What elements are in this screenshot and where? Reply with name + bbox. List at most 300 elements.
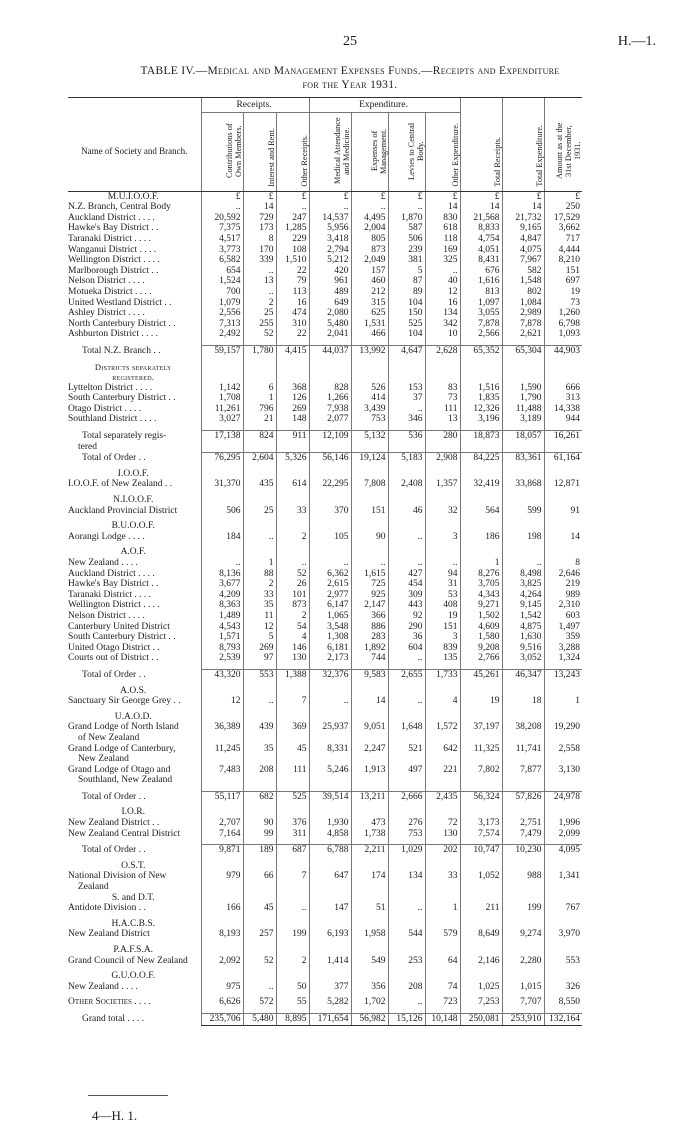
table-cell: 269 bbox=[243, 643, 276, 654]
table-cell: 1,548 bbox=[502, 276, 544, 287]
table-cell: 521 bbox=[388, 744, 425, 755]
table-row bbox=[68, 632, 582, 643]
empty-cell bbox=[276, 775, 309, 786]
footer-signature: 4—H. 1. bbox=[92, 1108, 138, 1123]
row-label: Zealand bbox=[78, 882, 109, 893]
table-cell: 2,655 bbox=[388, 669, 425, 680]
empty-cell bbox=[544, 893, 582, 904]
column-header-label: Total Expenditure. bbox=[534, 125, 544, 187]
table-cell: 2,666 bbox=[388, 791, 425, 802]
table-cell: 1,065 bbox=[309, 611, 351, 622]
column-header-total-expenditure bbox=[502, 113, 544, 192]
empty-cell bbox=[388, 882, 425, 893]
table-cell: 473 bbox=[351, 818, 388, 829]
table-cell: 6,147 bbox=[309, 600, 351, 611]
table-cell: 3,055 bbox=[460, 308, 502, 319]
column-header-label: Contributions of Own Members. bbox=[224, 123, 243, 179]
table-cell: 802 bbox=[502, 287, 544, 298]
table-cell: 582 bbox=[502, 266, 544, 277]
total-row bbox=[68, 669, 582, 680]
table-cell: 14 bbox=[425, 202, 460, 213]
table-cell: 90 bbox=[351, 532, 388, 543]
empty-cell bbox=[309, 971, 351, 982]
row-label: Hawke's Bay District . . bbox=[68, 223, 159, 234]
table-cell: 1,029 bbox=[388, 845, 425, 856]
empty-cell bbox=[201, 919, 243, 930]
table-cell: 290 bbox=[388, 622, 425, 633]
table-cell: 250,081 bbox=[460, 1013, 502, 1025]
table-cell: 1,708 bbox=[201, 393, 243, 404]
table-cell: 2,435 bbox=[425, 791, 460, 802]
empty-cell bbox=[544, 919, 582, 930]
empty-cell bbox=[201, 442, 243, 453]
table-cell: 1,388 bbox=[276, 669, 309, 680]
table-cell: 280 bbox=[425, 431, 460, 442]
table-row bbox=[68, 383, 582, 394]
table-row bbox=[68, 298, 582, 309]
table-cell: 369 bbox=[276, 722, 309, 733]
table-cell: 614 bbox=[276, 479, 309, 490]
table-cell: 14 bbox=[544, 532, 582, 543]
table-cell: 618 bbox=[425, 223, 460, 234]
row-label: Total of Order . . bbox=[82, 453, 146, 463]
table-cell: 2,049 bbox=[351, 255, 388, 266]
empty-cell bbox=[460, 712, 502, 723]
row-label: Antidote Division . . bbox=[68, 903, 146, 914]
column-header-label: Medical Attendance and Medicine. bbox=[332, 117, 351, 185]
table-cell: 1,590 bbox=[502, 383, 544, 394]
empty-cell bbox=[544, 882, 582, 893]
table-cell: 961 bbox=[309, 276, 351, 287]
empty-cell bbox=[388, 686, 425, 697]
table-cell: 579 bbox=[425, 929, 460, 940]
table-cell: 1,097 bbox=[460, 298, 502, 309]
table-cell: 135 bbox=[425, 653, 460, 664]
column-header-label: Other Receipts. bbox=[299, 135, 309, 187]
table-cell: 13 bbox=[425, 414, 460, 425]
table-cell: .. bbox=[351, 558, 388, 569]
table-cell: 7,707 bbox=[502, 997, 544, 1008]
table-cell: .. bbox=[276, 903, 309, 914]
empty-cell bbox=[460, 442, 502, 453]
empty-cell bbox=[243, 919, 276, 930]
table-cell: 169 bbox=[425, 245, 460, 256]
table-cell: .. bbox=[425, 266, 460, 277]
empty-cell bbox=[460, 775, 502, 786]
row-label: North Canterbury District . . bbox=[68, 318, 176, 329]
table-cell: £ bbox=[243, 191, 276, 202]
empty-cell bbox=[502, 372, 544, 383]
row-label: Aorangi Lodge . . . . bbox=[68, 531, 145, 542]
empty-cell bbox=[425, 733, 460, 744]
table-cell: 53 bbox=[425, 590, 460, 601]
table-cell: 5,956 bbox=[309, 223, 351, 234]
row-label: Motueka District . . . . bbox=[68, 286, 152, 297]
empty-cell bbox=[460, 686, 502, 697]
table-cell: 76,295 bbox=[201, 453, 243, 464]
table-cell: 134 bbox=[425, 308, 460, 319]
row-label: Canterbury United District bbox=[68, 621, 170, 632]
spacer-header bbox=[460, 98, 502, 113]
table-row bbox=[68, 829, 582, 840]
table-cell: 8 bbox=[243, 234, 276, 245]
table-cell: 33 bbox=[425, 871, 460, 882]
empty-cell bbox=[544, 442, 582, 453]
column-header-row bbox=[68, 113, 582, 192]
spacer-header bbox=[544, 98, 582, 113]
table-cell: 33,868 bbox=[502, 479, 544, 490]
row-label: United Westland District . . bbox=[68, 297, 172, 308]
empty-cell bbox=[201, 775, 243, 786]
table-cell: .. bbox=[309, 558, 351, 569]
table-cell: 4,543 bbox=[201, 622, 243, 633]
empty-cell bbox=[425, 754, 460, 765]
empty-cell bbox=[425, 521, 460, 532]
table-cell: .. bbox=[309, 696, 351, 707]
table-cell: 132,164 bbox=[544, 1013, 582, 1025]
table-row bbox=[68, 569, 582, 580]
table-cell: 366 bbox=[351, 611, 388, 622]
total-row bbox=[68, 453, 582, 464]
empty-cell bbox=[388, 469, 425, 480]
table-cell: 313 bbox=[544, 393, 582, 404]
table-cell: 4,609 bbox=[460, 622, 502, 633]
table-cell: 2 bbox=[276, 611, 309, 622]
empty-cell bbox=[502, 712, 544, 723]
section-heading: A.O.S. bbox=[120, 685, 147, 696]
row-label: Otago District . . . . bbox=[68, 403, 142, 414]
table-cell: 979 bbox=[201, 871, 243, 882]
table-cell: .. bbox=[388, 997, 425, 1008]
table-cell: .. bbox=[351, 202, 388, 213]
table-cell: .. bbox=[502, 558, 544, 569]
table-cell: 988 bbox=[502, 871, 544, 882]
empty-cell bbox=[544, 775, 582, 786]
row-label: New Zealand District bbox=[68, 929, 150, 940]
section-heading-row bbox=[68, 893, 582, 904]
table-cell: 3,418 bbox=[309, 234, 351, 245]
empty-cell bbox=[309, 919, 351, 930]
table-cell: 7,938 bbox=[309, 404, 351, 415]
empty-cell bbox=[309, 521, 351, 532]
table-cell: 55 bbox=[276, 997, 309, 1008]
table-cell: 989 bbox=[544, 590, 582, 601]
table-cell: 2,989 bbox=[502, 308, 544, 319]
empty-cell bbox=[276, 442, 309, 453]
table-cell: 108 bbox=[276, 245, 309, 256]
column-header-management bbox=[351, 113, 388, 192]
table-cell: 255 bbox=[243, 319, 276, 330]
table-cell: 315 bbox=[351, 298, 388, 309]
empty-cell bbox=[502, 945, 544, 956]
table-cell: 79 bbox=[276, 276, 309, 287]
spacer-header bbox=[502, 98, 544, 113]
table-cell: 310 bbox=[276, 319, 309, 330]
table-cell: 198 bbox=[502, 532, 544, 543]
table-cell: 381 bbox=[388, 255, 425, 266]
table-cell: 257 bbox=[243, 929, 276, 940]
table-row bbox=[68, 319, 582, 330]
table-cell: 474 bbox=[276, 308, 309, 319]
table-cell: 11 bbox=[243, 611, 276, 622]
empty-cell bbox=[388, 919, 425, 930]
table-row bbox=[68, 213, 582, 224]
table-cell: 8,649 bbox=[460, 929, 502, 940]
row-label: Grand Lodge of North Island bbox=[68, 722, 179, 733]
table-cell: .. bbox=[201, 558, 243, 569]
empty-cell bbox=[276, 686, 309, 697]
section-heading-row bbox=[68, 919, 582, 930]
table-cell: £ bbox=[309, 191, 351, 202]
footer-rule bbox=[88, 1095, 168, 1096]
table-cell: 45 bbox=[276, 744, 309, 755]
table-cell: .. bbox=[388, 696, 425, 707]
empty-cell bbox=[502, 686, 544, 697]
row-label: N.Z. Branch, Central Body bbox=[68, 202, 171, 213]
table-cell: 2,146 bbox=[460, 956, 502, 967]
name-header-spacer bbox=[68, 98, 201, 113]
empty-cell bbox=[276, 733, 309, 744]
table-cell: 8,431 bbox=[460, 255, 502, 266]
table-cell: 525 bbox=[276, 791, 309, 802]
section-heading-row bbox=[68, 191, 582, 202]
table-cell: 4 bbox=[276, 632, 309, 643]
table-cell: 647 bbox=[309, 871, 351, 882]
table-cell: 4,415 bbox=[276, 345, 309, 356]
table-cell: 828 bbox=[309, 383, 351, 394]
table-cell: 682 bbox=[243, 791, 276, 802]
table-cell: 36,389 bbox=[201, 722, 243, 733]
table-cell: .. bbox=[243, 982, 276, 993]
table-cell: 19,124 bbox=[351, 453, 388, 464]
table-cell: 359 bbox=[544, 632, 582, 643]
row-label: Ashley District . . . . bbox=[68, 308, 145, 319]
expenses-table-wrapper bbox=[68, 97, 582, 1026]
table-cell: 22 bbox=[276, 329, 309, 340]
empty-cell bbox=[460, 372, 502, 383]
empty-cell bbox=[460, 861, 502, 872]
table-cell: .. bbox=[201, 202, 243, 213]
table-cell: 1,341 bbox=[544, 871, 582, 882]
table-cell: 99 bbox=[243, 829, 276, 840]
empty-cell bbox=[351, 521, 388, 532]
table-cell: 51 bbox=[351, 903, 388, 914]
column-header-label: Total Receipts. bbox=[492, 137, 502, 187]
table-cell: 12 bbox=[425, 287, 460, 298]
table-cell: 56,982 bbox=[351, 1013, 388, 1025]
table-row bbox=[68, 234, 582, 245]
table-cell: 61,164 bbox=[544, 453, 582, 464]
table-cell: 269 bbox=[276, 404, 309, 415]
section-heading-row bbox=[68, 495, 582, 506]
column-header-label: Interest and Rent. bbox=[266, 128, 276, 187]
empty-cell bbox=[201, 686, 243, 697]
table-cell: 666 bbox=[544, 383, 582, 394]
table-cell: 1,615 bbox=[351, 569, 388, 580]
empty-cell bbox=[502, 733, 544, 744]
table-cell: 377 bbox=[309, 982, 351, 993]
table-cell: 408 bbox=[425, 600, 460, 611]
table-cell: 1,052 bbox=[460, 871, 502, 882]
table-cell: 466 bbox=[351, 329, 388, 340]
table-cell: 7,967 bbox=[502, 255, 544, 266]
table-cell: 24,978 bbox=[544, 791, 582, 802]
table-cell: 35 bbox=[243, 600, 276, 611]
table-row bbox=[68, 653, 582, 664]
table-cell: 8 bbox=[544, 558, 582, 569]
empty-cell bbox=[502, 919, 544, 930]
table-cell: 1,930 bbox=[309, 818, 351, 829]
empty-cell bbox=[460, 733, 502, 744]
page-number: 25 bbox=[343, 34, 357, 49]
table-cell: 2,977 bbox=[309, 590, 351, 601]
empty-cell bbox=[388, 712, 425, 723]
table-cell: 11,488 bbox=[502, 404, 544, 415]
table-cell: 153 bbox=[388, 383, 425, 394]
table-row bbox=[68, 871, 582, 882]
table-cell: .. bbox=[388, 202, 425, 213]
table-cell: 25 bbox=[243, 308, 276, 319]
table-cell: 19 bbox=[544, 287, 582, 298]
empty-cell bbox=[309, 686, 351, 697]
table-row bbox=[68, 754, 582, 765]
table-cell: 20,592 bbox=[201, 213, 243, 224]
table-cell: 8,136 bbox=[201, 569, 243, 580]
table-cell: 2,004 bbox=[351, 223, 388, 234]
empty-cell bbox=[276, 547, 309, 558]
table-cell: 171,654 bbox=[309, 1013, 351, 1025]
table-cell: 5,132 bbox=[351, 431, 388, 442]
table-cell: 14 bbox=[460, 202, 502, 213]
table-cell: 311 bbox=[276, 829, 309, 840]
table-cell: 1,702 bbox=[351, 997, 388, 1008]
table-row bbox=[68, 308, 582, 319]
table-cell: 50 bbox=[276, 982, 309, 993]
column-header-label: Levies to Central Body. bbox=[406, 122, 425, 180]
section-heading-row bbox=[68, 547, 582, 558]
empty-cell bbox=[243, 807, 276, 818]
empty-cell bbox=[201, 733, 243, 744]
table-row bbox=[68, 982, 582, 993]
table-cell: 3 bbox=[425, 532, 460, 543]
empty-cell bbox=[425, 893, 460, 904]
table-cell: 2,615 bbox=[309, 579, 351, 590]
empty-cell bbox=[388, 861, 425, 872]
table-cell: 40 bbox=[425, 276, 460, 287]
row-label: Auckland Provincial District bbox=[68, 505, 178, 516]
table-cell: 45,261 bbox=[460, 669, 502, 680]
table-cell: 549 bbox=[351, 956, 388, 967]
empty-cell bbox=[351, 775, 388, 786]
table-row bbox=[68, 818, 582, 829]
table-cell: 157 bbox=[351, 266, 388, 277]
table-cell: 5,326 bbox=[276, 453, 309, 464]
total-row bbox=[68, 791, 582, 802]
table-cell: 10,747 bbox=[460, 845, 502, 856]
table-cell: 6 bbox=[243, 383, 276, 394]
row-label: Sanctuary Sir George Grey . . bbox=[68, 696, 181, 707]
table-cell: 173 bbox=[243, 223, 276, 234]
empty-cell bbox=[388, 775, 425, 786]
empty-cell bbox=[309, 495, 351, 506]
table-cell: 497 bbox=[388, 765, 425, 776]
table-cell: 7 bbox=[276, 871, 309, 882]
empty-cell bbox=[201, 547, 243, 558]
section-heading: A.O.F. bbox=[120, 547, 146, 558]
table-cell: 911 bbox=[276, 431, 309, 442]
empty-cell bbox=[309, 861, 351, 872]
table-row bbox=[68, 733, 582, 744]
empty-cell bbox=[425, 971, 460, 982]
empty-cell bbox=[502, 362, 544, 373]
empty-cell bbox=[243, 495, 276, 506]
empty-cell bbox=[243, 861, 276, 872]
table-cell: 1 bbox=[425, 903, 460, 914]
table-cell: 111 bbox=[425, 404, 460, 415]
empty-cell bbox=[276, 754, 309, 765]
table-cell: 824 bbox=[243, 431, 276, 442]
empty-cell bbox=[201, 712, 243, 723]
table-cell: 7,878 bbox=[502, 319, 544, 330]
empty-cell bbox=[243, 442, 276, 453]
table-cell: 4,075 bbox=[502, 245, 544, 256]
table-cell: 184 bbox=[201, 532, 243, 543]
table-cell: 4,754 bbox=[460, 234, 502, 245]
table-cell: 813 bbox=[460, 287, 502, 298]
table-cell: 105 bbox=[309, 532, 351, 543]
table-cell: 2,751 bbox=[502, 818, 544, 829]
table-cell: 753 bbox=[351, 414, 388, 425]
table-cell: 1,580 bbox=[460, 632, 502, 643]
table-cell: 7,878 bbox=[460, 319, 502, 330]
table-cell: 253 bbox=[388, 956, 425, 967]
empty-cell bbox=[276, 971, 309, 982]
table-cell: 1,093 bbox=[544, 329, 582, 340]
empty-cell bbox=[309, 733, 351, 744]
empty-cell bbox=[309, 754, 351, 765]
empty-cell bbox=[425, 919, 460, 930]
row-label: Courts out of District . . bbox=[68, 653, 159, 664]
table-row bbox=[68, 611, 582, 622]
section-heading: B.U.O.O.F. bbox=[111, 521, 155, 532]
table-cell: .. bbox=[388, 653, 425, 664]
column-header-total-receipts bbox=[460, 113, 502, 192]
empty-cell bbox=[425, 807, 460, 818]
table-cell: 3,189 bbox=[502, 414, 544, 425]
table-cell: 5,480 bbox=[309, 319, 351, 330]
table-cell: 199 bbox=[502, 903, 544, 914]
section-heading: I.O.R. bbox=[121, 807, 145, 818]
table-cell: £ bbox=[276, 191, 309, 202]
empty-cell bbox=[544, 861, 582, 872]
table-cell: 10,148 bbox=[425, 1013, 460, 1025]
table-cell: 52 bbox=[276, 569, 309, 580]
table-row bbox=[68, 643, 582, 654]
table-cell: 3,173 bbox=[460, 818, 502, 829]
table-cell: 8,498 bbox=[502, 569, 544, 580]
table-cell: 7,375 bbox=[201, 223, 243, 234]
table-cell: 427 bbox=[388, 569, 425, 580]
empty-cell bbox=[460, 893, 502, 904]
empty-cell bbox=[460, 547, 502, 558]
empty-cell bbox=[425, 362, 460, 373]
table-cell: 8,793 bbox=[201, 643, 243, 654]
table-cell: 3,052 bbox=[502, 653, 544, 664]
table-cell: 11,261 bbox=[201, 404, 243, 415]
row-label: I.O.O.F. of New Zealand . . bbox=[68, 479, 172, 490]
table-cell: 21 bbox=[243, 414, 276, 425]
empty-cell bbox=[276, 521, 309, 532]
